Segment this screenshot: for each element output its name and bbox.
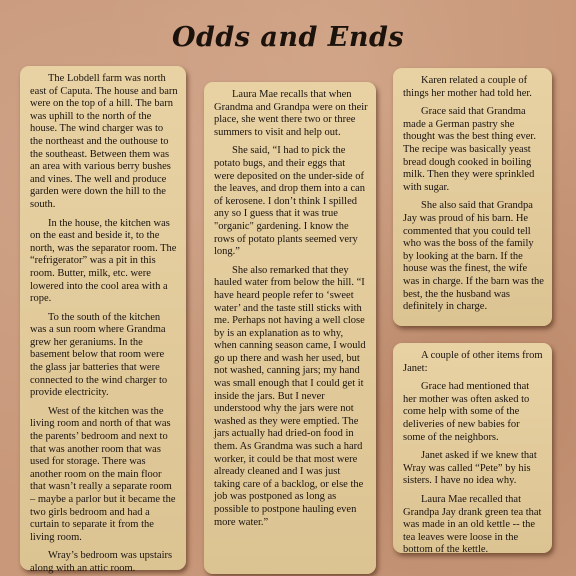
paragraph: West of the kitchen was the living room and north of that was the parents’ bedroom and next to that was another room that was used for storage. There was another room on the main floor that wasn’t really a separate room – maybe a parlor but it became the two girls bedroom and had a curtain to separate it from the living room. — [30, 405, 176, 543]
paragraph: The Lobdell farm was north east of Caputa. The house and barn were on the top of a hill. The barn was uphill to the north of the house. The wind charger was to the northeast and the outhouse to the southeast. Between them was an area with various berry bushes and vines. The well and produce garden were down the hill to the south. — [30, 73, 178, 210]
paragraph: To the south of the kitchen was a sun room where Grandma grew her geraniums. In the basement below that room were the glass jar batteries that were connected to the wind charger to provide electricity. — [30, 311, 168, 399]
paragraph: Janet asked if we knew that Wray was called “Pete” by his sisters. I have no idea why. — [403, 450, 537, 487]
text-card-farm-layout — [20, 66, 186, 574]
text-card-janet — [393, 343, 552, 556]
paragraph: Wray’s bedroom was upstairs along with an attic room. — [30, 550, 173, 574]
paragraph: Karen related a couple of things her mother had told her. — [403, 75, 532, 99]
paragraph: She also remarked that they hauled water from below the hill. “I have heard people refer to ‘sweet water’ and the taste still sticks with me. Perhaps not having a well close by is an explanation as to why, when canning season came, I would go up there and wash her used, but not washed, canning jars; my hand was small enough that I could get it inside the jars. But I never understood why the jars were not washed as they were emptied. The jars actually had dried-on food in them. As Grandma was such a hard worker, it could be that most were already cleaned and I was just taking care of a backlog, or else the job was postponed as long as possible to postpone hauling even more water.” — [214, 264, 366, 528]
paragraph: She also said that Grandpa Jay was proud of his barn. He commented that you could tell who was the boss of the family by looking at the barn. If the house was the finest, the wife was in charge. If the barn was the best, the the husband was definitely in charge. — [403, 200, 544, 313]
page-title: Odds and Ends — [171, 22, 405, 53]
paragraph: Laura Mae recalls that when Grandma and Grandpa were on their place, she went there two or three summers to visit and help out. — [214, 89, 368, 138]
paragraph: Grace had mentioned that her mother was often asked to come help with some of the deliveries of new babies for some of the neighbors. — [403, 381, 530, 443]
paragraph: Laura Mae recalled that Grandpa Jay drank green tea that was made in an old kettle -- the tea leaves were loose in the bottom of the kettle. — [403, 493, 542, 556]
paragraph: In the house, the kitchen was on the east and beside it, to the north, was the separator room. The “refrigerator” was a pit in this room. Butter, milk, etc. were lowered into the cool area with a rope. — [30, 217, 177, 305]
paragraph: A couple of other items from Janet: — [403, 350, 543, 374]
text-card-karen — [393, 68, 552, 326]
paragraph: Grace said that Grandma made a German pastry she thought was the best thing ever. The recipe was basically yeast bread dough cooked in boiling milk. Then they were sprinkled with sugar. — [403, 106, 536, 193]
text-card-laura-mae — [204, 82, 376, 574]
paragraph: She said, “I had to pick the potato bugs, and their eggs that were deposited on the under-side of the leaves, and drop them into a can of kerosene. I don’t think I spilled any so I guess that it was true "organic" gardening. I know the rows of potato plants seemed very long.” — [214, 145, 366, 258]
